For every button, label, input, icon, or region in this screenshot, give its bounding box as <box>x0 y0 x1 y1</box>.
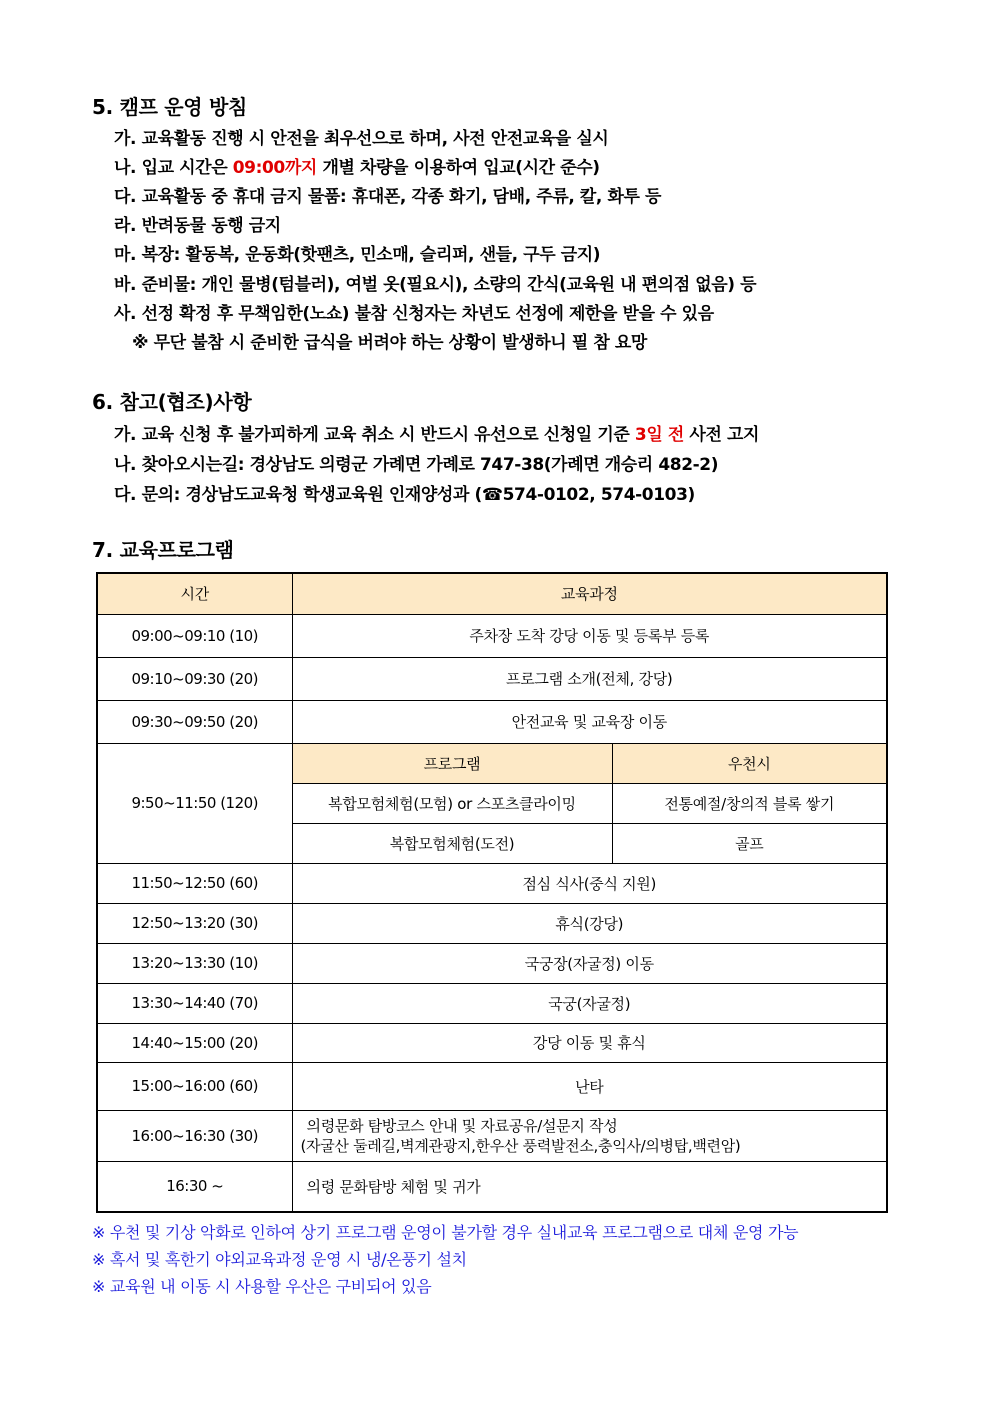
table-row <box>97 1023 887 1062</box>
header-time: 시간 <box>97 573 292 614</box>
course-cell <box>292 1110 887 1161</box>
table-row <box>97 743 887 783</box>
note-umbrella: ※ 교육원 내 이동 시 사용할 우산은 구비되어 있음 <box>92 1277 432 1296</box>
entry-time-highlight: 09:00까지 <box>232 158 317 178</box>
rain-cell: 골프 <box>612 823 887 863</box>
entry-time-prefix: 나. 입교 시간은 <box>114 158 233 178</box>
section-5-item-ga: 가. 교육활동 진행 시 안전을 최우선으로 하며, 사전 안전교육을 실시 <box>114 129 609 149</box>
section-5-title: 5. 캠프 운영 방침 <box>92 95 248 119</box>
time-cell: 13:30~14:40 (70) <box>97 983 292 1023</box>
section-7-title: 7. 교육프로그램 <box>92 538 234 562</box>
time-cell: 15:00~16:00 (60) <box>97 1062 292 1110</box>
course-cell: 휴식(강당) <box>292 903 887 943</box>
course-cell: 주차장 도착 강당 이동 및 등록부 등록 <box>292 614 887 657</box>
table-row <box>97 700 887 743</box>
section-5-item-ra: 라. 반려동물 동행 금지 <box>114 216 281 236</box>
section-5-note: ※ 무단 불참 시 준비한 급식을 버려야 하는 상황이 발생하니 필 참 요망 <box>132 333 647 353</box>
section-6-item-ga <box>114 420 759 445</box>
rain-cell: 전통예절/창의적 블록 쌓기 <box>612 783 887 823</box>
course-cell: 국궁(자굴정) <box>292 983 887 1023</box>
table-row <box>97 1062 887 1110</box>
course-cell: 강당 이동 및 휴식 <box>292 1023 887 1062</box>
time-cell: 14:40~15:00 (20) <box>97 1023 292 1062</box>
section-6-item-na: 나. 찾아오시는길: 경상남도 의령군 가례면 가례로 747-38(가례면 개승리 482-2) <box>114 455 719 475</box>
note-climate: ※ 혹서 및 혹한기 야외교육과정 운영 시 냉/온풍기 설치 <box>92 1250 467 1269</box>
table-row <box>97 983 887 1023</box>
cancel-highlight: 3일 전 <box>634 425 684 445</box>
time-cell: 09:10~09:30 (20) <box>97 657 292 700</box>
subheader-program: 프로그램 <box>292 743 612 783</box>
course-cell: 프로그램 소개(전체, 강당) <box>292 657 887 700</box>
section-5-item-da: 다. 교육활동 중 휴대 금지 물품: 휴대폰, 각종 화기, 담배, 주류, 칼, 화투 등 <box>114 187 662 207</box>
time-cell: 9:50~11:50 (120) <box>97 743 292 863</box>
note-rain: ※ 우천 및 기상 악화로 인하여 상기 프로그램 운영이 불가할 경우 실내교육 프로그램으로 대체 운영 가능 <box>92 1223 799 1242</box>
time-cell: 12:50~13:20 (30) <box>97 903 292 943</box>
tour-line-1: 의령문화 탐방코스 안내 및 자료공유/설문지 작성 <box>306 1116 618 1135</box>
table-header-row <box>97 573 887 614</box>
time-cell: 16:00~16:30 (30) <box>97 1110 292 1161</box>
section-5-item-ba: 바. 준비물: 개인 물병(텀블러), 여벌 옷(필요시), 소량의 간식(교육원 내 편의점 없음) 등 <box>114 275 757 295</box>
program-cell: 복합모험체험(모험) or 스포츠클라이밍 <box>292 783 612 823</box>
table-row <box>97 863 887 903</box>
section-6-title: 6. 참고(협조)사항 <box>92 390 252 414</box>
program-cell: 복합모험체험(도전) <box>292 823 612 863</box>
section-6-item-da: 다. 문의: 경상남도교육청 학생교육원 인재양성과 (☎574-0102, 574-0103) <box>114 485 695 505</box>
course-cell: 점심 식사(중식 지원) <box>292 863 887 903</box>
cancel-prefix: 가. 교육 신청 후 불가피하게 교육 취소 시 반드시 유선으로 신청일 기준 <box>114 425 635 445</box>
table-row <box>97 614 887 657</box>
table-row <box>97 943 887 983</box>
section-5-item-na <box>114 153 600 178</box>
course-cell: 국궁장(자굴정) 이동 <box>292 943 887 983</box>
cancel-suffix: 사전 고지 <box>683 425 760 445</box>
course-cell: 의령 문화탐방 체험 및 귀가 <box>292 1161 887 1212</box>
subheader-rain: 우천시 <box>612 743 887 783</box>
program-table <box>96 572 888 1213</box>
header-course: 교육과정 <box>292 573 887 614</box>
table-row <box>97 657 887 700</box>
course-cell: 난타 <box>292 1062 887 1110</box>
tour-line-2: (자굴산 둘레길,벽계관광지,한우산 풍력발전소,충익사/의병탑,백련암) <box>300 1136 741 1155</box>
course-cell: 안전교육 및 교육장 이동 <box>292 700 887 743</box>
table-row <box>97 903 887 943</box>
table-row <box>97 1110 887 1161</box>
time-cell: 09:00~09:10 (10) <box>97 614 292 657</box>
entry-time-suffix: 개별 차량을 이용하여 입교(시간 준수) <box>316 158 600 178</box>
time-cell: 13:20~13:30 (10) <box>97 943 292 983</box>
section-5-item-sa: 사. 선정 확정 후 무책임한(노쇼) 불참 신청자는 차년도 선정에 제한을 받을 수 있음 <box>114 304 714 324</box>
time-cell: 09:30~09:50 (20) <box>97 700 292 743</box>
table-row <box>97 1161 887 1212</box>
time-cell: 16:30 ~ <box>97 1161 292 1212</box>
section-5-item-ma: 마. 복장: 활동복, 운동화(핫팬츠, 민소매, 슬리퍼, 샌들, 구두 금지) <box>114 245 601 265</box>
time-cell: 11:50~12:50 (60) <box>97 863 292 903</box>
